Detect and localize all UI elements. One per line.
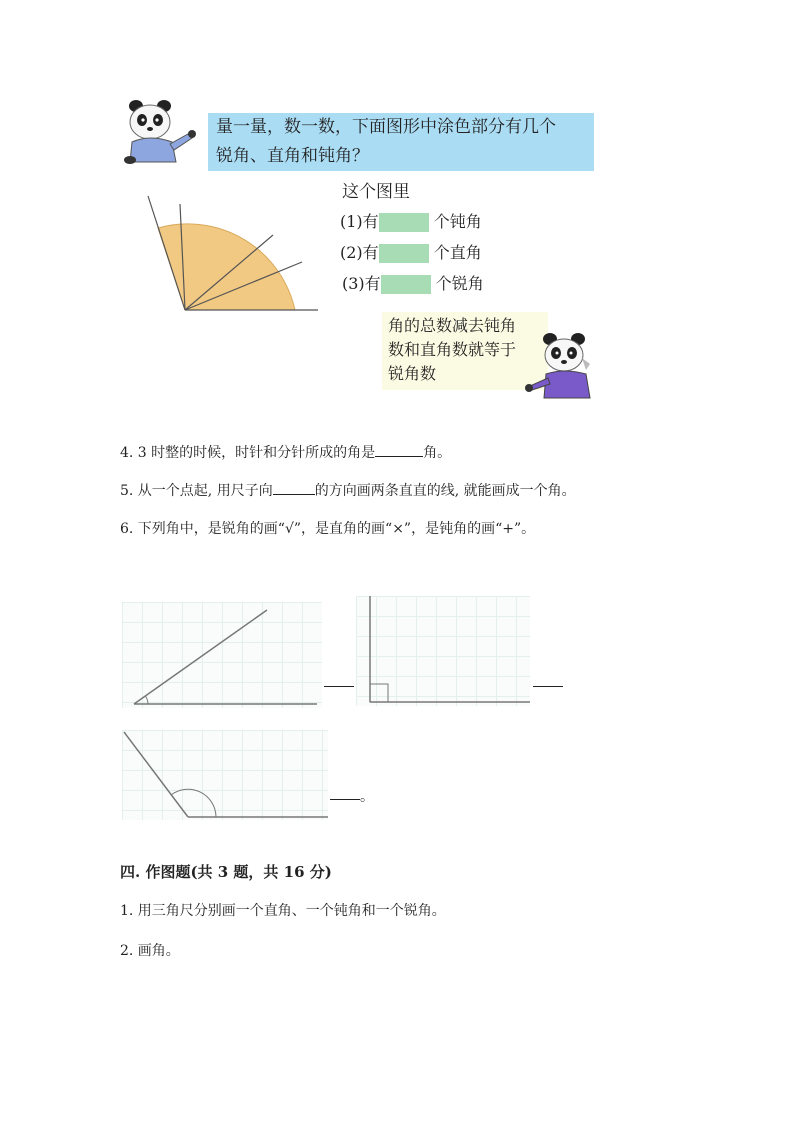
angle-fan-figure: [140, 190, 320, 315]
question-5-tail: 的方向画两条直直的线, 就能画成一个角。: [314, 483, 576, 499]
acute-angle: [122, 602, 322, 708]
answer-blank-angle-2[interactable]: [533, 686, 563, 687]
answer-row-suffix: 个钝角: [433, 212, 482, 231]
question-6: 6. 下列角中，是锐角的画“√”，是直角的画“×”，是钝角的画“+”。: [120, 521, 536, 537]
hint-line-2: 数和直角数就等于: [388, 340, 517, 359]
hint-line-3: 锐角数: [388, 364, 437, 383]
panda-illustration: [524, 330, 596, 400]
instruction-line-2: 锐角、直角和钝角？: [216, 146, 369, 166]
answer-row-suffix: 个锐角: [435, 274, 484, 293]
answer-blank-angle-3[interactable]: [330, 799, 360, 800]
answer-row-obtuse: [340, 211, 482, 233]
answer-row-prefix: (3)有: [342, 274, 381, 293]
answer-box-obtuse[interactable]: [379, 213, 429, 232]
figure-caption: 这个图里: [342, 182, 410, 202]
section4-question-1: 1. 用三角尺分别画一个直角、一个钝角和一个锐角。: [120, 903, 446, 919]
question-6-end-mark: 。: [360, 789, 374, 805]
answer-row-prefix: (2)有: [340, 243, 379, 262]
instruction-line-1: 量一量，数一数，下面图形中涂色部分有几个: [216, 117, 556, 137]
answer-row-acute: [342, 273, 484, 295]
answer-blank-q5[interactable]: [273, 480, 315, 495]
section4-question-2: 2. 画角。: [120, 943, 180, 959]
question-4-text: 4. 3 时整的时候，时针和分针所成的角是: [120, 445, 376, 461]
question-4-tail: 角。: [423, 445, 452, 461]
question-5: [120, 480, 576, 501]
obtuse-angle: [122, 730, 328, 820]
answer-box-right[interactable]: [379, 244, 429, 263]
right-angle: [356, 596, 530, 706]
question-4: [120, 442, 451, 463]
answer-box-acute[interactable]: [381, 275, 431, 294]
instruction-bubble: [208, 113, 594, 171]
hint-line-1: 角的总数减去钝角: [388, 316, 517, 335]
section-heading: 四. 作图题(共 3 题，共 16 分): [120, 863, 332, 881]
answer-blank-angle-1[interactable]: [324, 686, 354, 687]
answer-row-right: [340, 242, 482, 264]
panda-illustration: [122, 98, 200, 166]
answer-row-suffix: 个直角: [433, 243, 482, 262]
question-5-text: 5. 从一个点起, 用尺子向: [120, 483, 273, 499]
answer-blank-q4[interactable]: [375, 442, 423, 457]
answer-row-prefix: (1)有: [340, 212, 379, 231]
